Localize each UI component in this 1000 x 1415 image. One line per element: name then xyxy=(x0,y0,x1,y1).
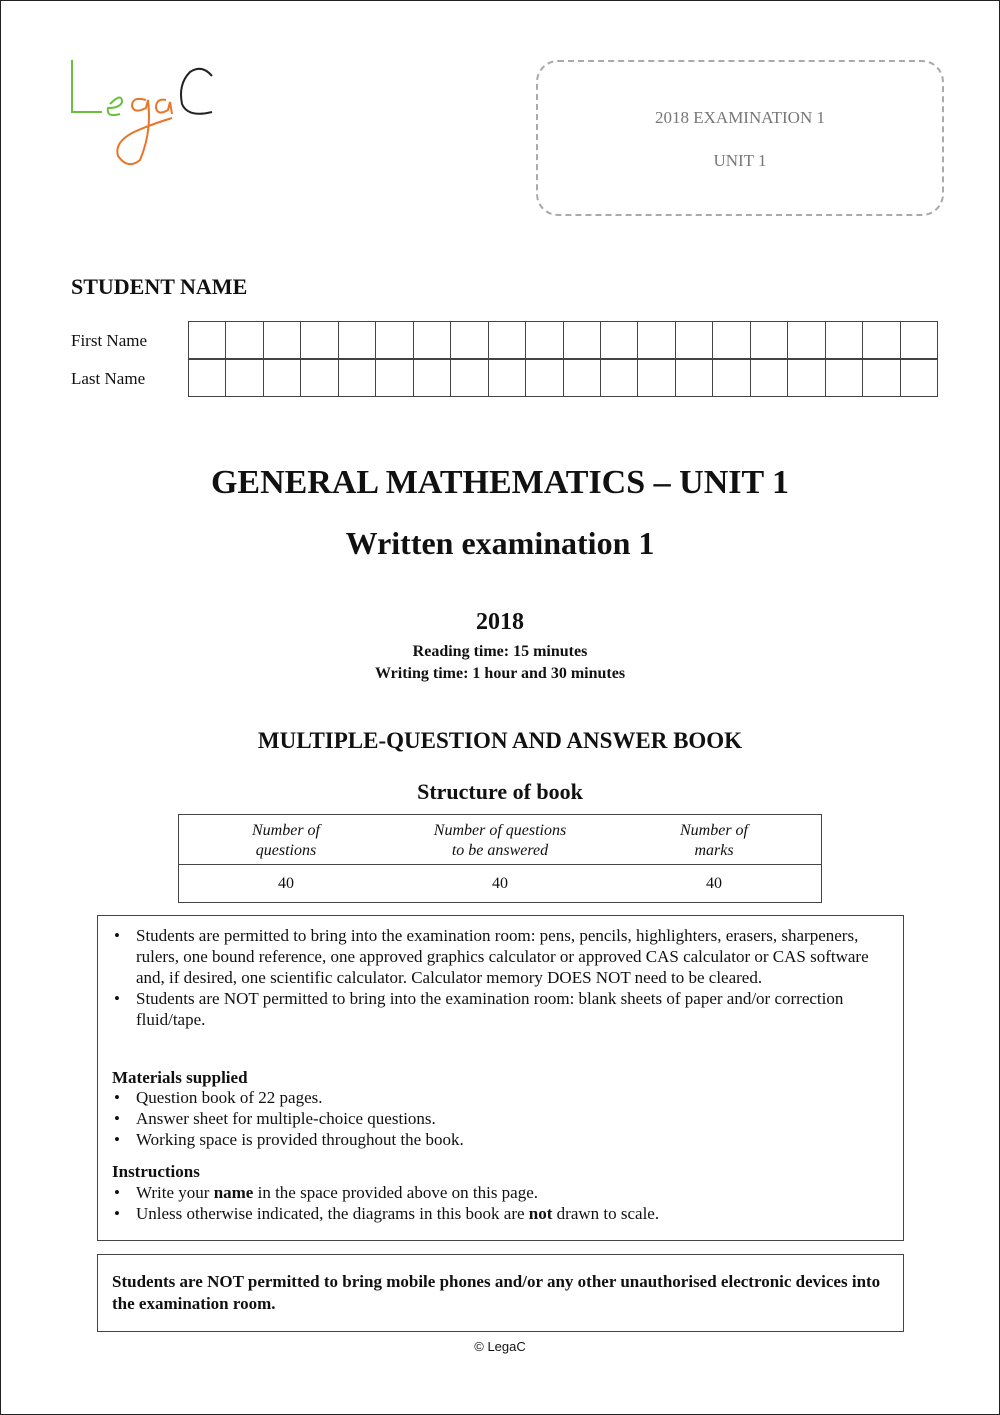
exam-label-box xyxy=(536,60,944,216)
letter-box[interactable] xyxy=(264,322,301,358)
letter-box[interactable] xyxy=(751,360,788,396)
list-item: • Working space is provided throughout the book. xyxy=(98,1129,888,1150)
letter-box[interactable] xyxy=(414,322,451,358)
letter-box[interactable] xyxy=(339,322,376,358)
letter-box[interactable] xyxy=(526,322,563,358)
letter-box[interactable] xyxy=(713,360,750,396)
letter-box[interactable] xyxy=(451,360,488,396)
first-name-boxes[interactable] xyxy=(188,321,938,359)
letter-box[interactable] xyxy=(376,322,413,358)
warning-text: Students are NOT permitted to bring mobile phones and/or any other unauthorised electronic devices into the examination room. xyxy=(112,1272,881,1313)
list-item: • Question book of 22 pages. xyxy=(98,1087,888,1108)
column-header: Number of questions xyxy=(252,822,320,859)
letter-box[interactable] xyxy=(676,322,713,358)
list-item: • Students are NOT permitted to bring into the examination room: blank sheets of paper and/or correction fluid/tape. xyxy=(98,988,888,1030)
structure-header-row xyxy=(179,815,821,865)
instructions-list xyxy=(98,1182,888,1224)
list-item: • Answer sheet for multiple-choice questions. xyxy=(98,1108,888,1129)
letter-box[interactable] xyxy=(826,322,863,358)
list-item: • Unless otherwise indicated, the diagrams in this book are not drawn to scale. xyxy=(98,1203,888,1224)
letter-box[interactable] xyxy=(863,322,900,358)
letter-box[interactable] xyxy=(226,322,263,358)
letter-box[interactable] xyxy=(301,360,338,396)
letter-box[interactable] xyxy=(189,322,226,358)
warning-box xyxy=(97,1254,904,1332)
exam-year: 2018 xyxy=(476,609,524,635)
column-header: Number of marks xyxy=(680,822,748,859)
letter-box[interactable] xyxy=(601,360,638,396)
marks-count: 40 xyxy=(706,875,722,892)
letter-box[interactable] xyxy=(189,360,226,396)
letter-box[interactable] xyxy=(601,322,638,358)
list-item: • Write your name in the space provided above on this page. xyxy=(98,1182,888,1203)
letter-box[interactable] xyxy=(301,322,338,358)
letter-box[interactable] xyxy=(638,360,675,396)
exam-label: 2018 EXAMINATION 1 xyxy=(655,108,825,127)
letter-box[interactable] xyxy=(526,360,563,396)
letter-box[interactable] xyxy=(414,360,451,396)
letter-box[interactable] xyxy=(489,322,526,358)
letter-box[interactable] xyxy=(564,360,601,396)
questions-answered-count: 40 xyxy=(492,875,508,892)
instructions-heading: Instructions xyxy=(112,1162,200,1181)
exam-title: GENERAL MATHEMATICS – UNIT 1 xyxy=(210,464,790,501)
questions-count: 40 xyxy=(278,875,294,892)
materials-list xyxy=(98,1087,888,1150)
letter-box[interactable] xyxy=(676,360,713,396)
exam-subtitle: Written examination 1 xyxy=(345,525,655,561)
legac-logo xyxy=(62,52,232,172)
letter-box[interactable] xyxy=(713,322,750,358)
letter-box[interactable] xyxy=(489,360,526,396)
last-name-label: Last Name xyxy=(71,369,146,388)
letter-box[interactable] xyxy=(451,322,488,358)
materials-heading: Materials supplied xyxy=(112,1068,248,1087)
letter-box[interactable] xyxy=(826,360,863,396)
letter-box[interactable] xyxy=(901,360,938,396)
first-name-label: First Name xyxy=(71,331,148,350)
letter-box[interactable] xyxy=(863,360,900,396)
permitted-items-list xyxy=(98,925,888,1030)
letter-box[interactable] xyxy=(564,322,601,358)
copyright-footer: © LegaC xyxy=(474,1339,526,1354)
column-header: Number of questions to be answered xyxy=(433,822,567,859)
student-name-heading: STUDENT NAME xyxy=(71,274,248,299)
letter-box[interactable] xyxy=(376,360,413,396)
letter-box[interactable] xyxy=(226,360,263,396)
letter-box[interactable] xyxy=(264,360,301,396)
structure-heading: Structure of book xyxy=(417,779,583,804)
letter-box[interactable] xyxy=(788,360,825,396)
letter-box[interactable] xyxy=(901,322,938,358)
book-type: MULTIPLE-QUESTION AND ANSWER BOOK xyxy=(257,728,743,753)
unit-label: UNIT 1 xyxy=(713,151,767,170)
letter-box[interactable] xyxy=(638,322,675,358)
structure-table xyxy=(178,814,822,903)
reading-time: Reading time: 15 minutes xyxy=(412,643,588,660)
letter-box[interactable] xyxy=(751,322,788,358)
list-item: • Students are permitted to bring into the examination room: pens, pencils, highlighters, erasers, sharpeners, rulers, one bound reference, one approved graphics calculator or approved CAS calculator or CAS software and, if desired, one scientific calculator. Calculator memory DOES NOT need to be cleared. xyxy=(98,925,888,988)
letter-box[interactable] xyxy=(788,322,825,358)
instructions-box xyxy=(97,915,904,1241)
writing-time: Writing time: 1 hour and 30 minutes xyxy=(374,665,626,682)
letter-box[interactable] xyxy=(339,360,376,396)
last-name-boxes[interactable] xyxy=(188,359,938,397)
